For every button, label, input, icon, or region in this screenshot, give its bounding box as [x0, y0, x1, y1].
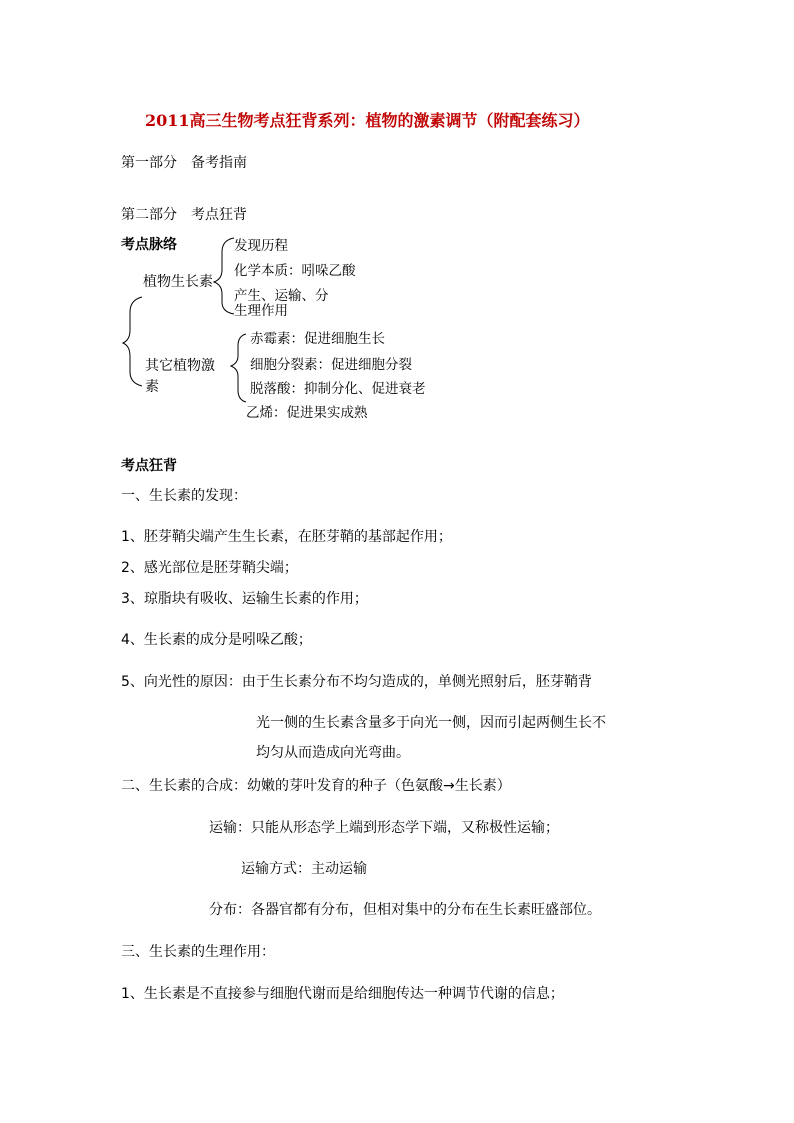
- other-item-abscisic-acid: 脱落酸：抑制分化、促进衰老: [250, 381, 426, 397]
- auxin-label: 植物生长素: [143, 274, 213, 290]
- s1-item-1: 1、胚芽鞘尖端产生生长素，在胚芽鞘的基部起作用；: [121, 529, 452, 545]
- other-item-ethylene: 乙烯：促进果实成熟: [246, 405, 368, 421]
- s1-item-5-cont-1: 光一侧的生长素含量多于向光一侧，因而引起两侧生长不: [256, 715, 606, 731]
- s1-heading: 一、生长素的发现：: [121, 488, 247, 504]
- s2-transport: 运输：只能从形态学上端到形态学下端，又称极性运输；: [209, 820, 559, 836]
- other-hormones-label-line1: 其它植物激: [145, 358, 215, 374]
- other-item-cytokinin: 细胞分裂素：促进细胞分裂: [250, 357, 412, 373]
- s2-transport-mode: 运输方式：主动运输: [241, 861, 367, 877]
- s2-distribution: 分布：各器官都有分布，但相对集中的分布在生长素旺盛部位。: [209, 902, 601, 918]
- other-hormones-label-line2: 素: [145, 379, 159, 395]
- s2-heading: 二、生长素的合成：幼嫩的芽叶发育的种子（色氨酸→生长素）: [121, 778, 511, 794]
- auxin-item-production: 产生、运输、分: [234, 288, 329, 304]
- s1-item-4: 4、生长素的成分是吲哚乙酸；: [121, 632, 312, 648]
- context-heading: 考点脉络: [121, 237, 177, 253]
- s3-item-1: 1、生长素是不直接参与细胞代谢而是给细胞传达一种调节代谢的信息；: [121, 986, 564, 1002]
- s1-item-5: 5、向光性的原因：由于生长素分布不均匀造成的，单侧光照射后，胚芽鞘背: [121, 674, 592, 690]
- document-title: 2011高三生物考点狂背系列：植物的激素调节（附配套练习）: [145, 111, 590, 130]
- section-heading: 考点狂背: [121, 458, 177, 474]
- auxin-item-chemistry: 化学本质：吲哚乙酸: [234, 263, 356, 279]
- other-item-gibberellin: 赤霉素：促进细胞生长: [250, 331, 385, 347]
- s3-heading: 三、生长素的生理作用：: [121, 944, 275, 960]
- s1-item-3: 3、琼脂块有吸收、运输生长素的作用；: [121, 591, 368, 607]
- part-two-heading: 第二部分 考点狂背: [121, 207, 247, 223]
- s1-item-5-cont-2: 均匀从而造成向光弯曲。: [256, 745, 410, 761]
- auxin-item-discovery: 发现历程: [234, 238, 288, 254]
- s1-item-2: 2、感光部位是胚芽鞘尖端；: [121, 560, 298, 576]
- auxin-item-physiology: 生理作用: [234, 303, 288, 319]
- part-one-heading: 第一部分 备考指南: [121, 155, 247, 171]
